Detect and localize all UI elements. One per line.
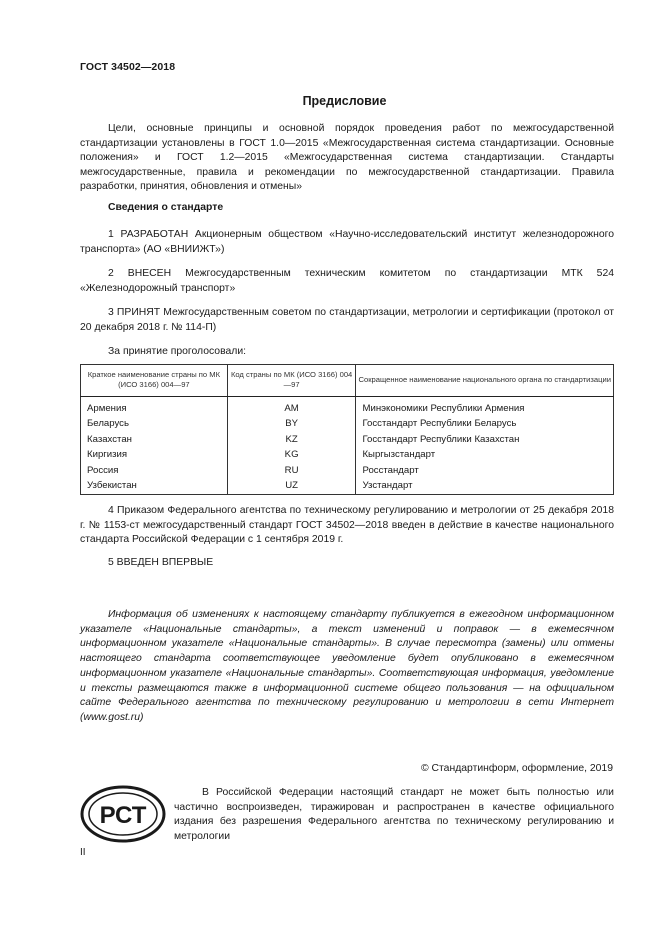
- item-enacted: [80, 504, 614, 548]
- section-title: Сведения о стандарте: [108, 202, 224, 213]
- cell-country: Россия: [81, 462, 228, 478]
- col-header-country: Краткое наименование страны по МК (ИСО 3166) 004—97: [81, 365, 228, 397]
- item-developed: [80, 228, 614, 257]
- cell-code: KG: [227, 447, 356, 463]
- item-adopted: [80, 306, 614, 335]
- table-row: [81, 462, 614, 478]
- cell-body: Госстандарт Республики Казахстан: [356, 431, 614, 447]
- cell-body: Росстандарт: [356, 462, 614, 478]
- intro-text: Цели, основные принципы и основной порядок проведения работ по межгосударственной стандартизации установлены в ГОСТ 1.0—2015 «Межгосударственная система стандартизации. Основные положения» и ГОСТ 1.2—2015 «Межгосударственная система стандартизации. Стандарты межгосударственные, правила и рекомендации по межгосударственной стандартизации. Правила разработки, принятия, обновления и отмены»: [80, 123, 614, 193]
- cell-country: Киргизия: [81, 447, 228, 463]
- table-row: [81, 431, 614, 447]
- col-header-body: Сокращенное наименование национального органа по стандартизации: [356, 365, 614, 397]
- table-row: [81, 397, 614, 416]
- copyright: © Стандартинформ, оформление, 2019: [420, 763, 613, 774]
- intro-paragraph: [80, 122, 614, 195]
- table-row: [81, 416, 614, 432]
- table-row: [81, 447, 614, 463]
- item-adopted-text: 3 ПРИНЯТ Межгосударственным советом по стандартизации, метрологии и сертификации (протокол от 20 декабря 2018 г. № 114-П): [80, 307, 614, 333]
- page-number: II: [80, 847, 86, 858]
- cell-country: Узбекистан: [81, 478, 228, 495]
- member-states-table: [80, 364, 614, 495]
- cell-country: Беларусь: [81, 416, 228, 432]
- cell-body: Госстандарт Республики Беларусь: [356, 416, 614, 432]
- item-first-introduced: 5 ВВЕДЕН ВПЕРВЫЕ: [108, 557, 214, 568]
- item-developed-text: 1 РАЗРАБОТАН Акционерным обществом «Научно-исследовательский институт железнодорожного транспорта» (АО «ВНИИЖТ»): [80, 229, 614, 255]
- rst-logo-icon: [80, 785, 166, 843]
- copyright-notice-text: В Российской Федерации настоящий стандарт не может быть полностью или частично воспроизведен, тиражирован и распространен в качестве официального издания без разрешения Федерального агентства по техническому регулированию и метрологии: [174, 787, 614, 842]
- col-header-code: Код страны по МК (ИСО 3166) 004—97: [227, 365, 356, 397]
- changes-notice-text: Информация об изменениях к настоящему стандарту публикуется в ежегодном информационном указателе «Национальные стандарты», а текст изменений и поправок — в ежемесячном информационном указателе «Национальные стандарты». В случае пересмотра (замены) или отмены настоящего стандарта соответствующее уведомление будет опубликовано в ежемесячном информационном указателе «Национальные стандарты». Соответствующая информация, уведомление и тексты размещаются также в информационной системе общего пользования — на официальном сайте Федерального агентства по техническому регулированию и метрологии в сети Интернет (www.gost.ru): [80, 609, 614, 723]
- copyright-notice: [174, 786, 614, 844]
- changes-notice: [80, 608, 614, 726]
- cell-code: KZ: [227, 431, 356, 447]
- voted-label: За принятие проголосовали:: [108, 346, 247, 357]
- item-introduced: [80, 267, 614, 296]
- table-header-row: [81, 365, 614, 397]
- item-introduced-text: 2 ВНЕСЕН Межгосударственным техническим комитетом по стандартизации МТК 524 «Железнодорожный транспорт»: [80, 268, 614, 294]
- cell-body: Минэкономики Республики Армения: [356, 397, 614, 416]
- cell-code: RU: [227, 462, 356, 478]
- rst-logo-letters: РСТ: [99, 802, 147, 829]
- cell-country: Армения: [81, 397, 228, 416]
- cell-code: AM: [227, 397, 356, 416]
- standard-header: ГОСТ 34502—2018: [80, 61, 176, 73]
- cell-code: UZ: [227, 478, 356, 495]
- cell-country: Казахстан: [81, 431, 228, 447]
- table-row: [81, 478, 614, 495]
- item-enacted-text: 4 Приказом Федерального агентства по техническому регулированию и метрологии от 25 декабря 2018 г. № 1153-ст межгосударственный стандарт ГОСТ 34502—2018 введен в действие в качестве национального стандарта Российской Федерации с 1 сентября 2019 г.: [80, 505, 614, 546]
- page-title: Предисловие: [302, 94, 387, 108]
- cell-code: BY: [227, 416, 356, 432]
- cell-body: Узстандарт: [356, 478, 614, 495]
- cell-body: Кыргызстандарт: [356, 447, 614, 463]
